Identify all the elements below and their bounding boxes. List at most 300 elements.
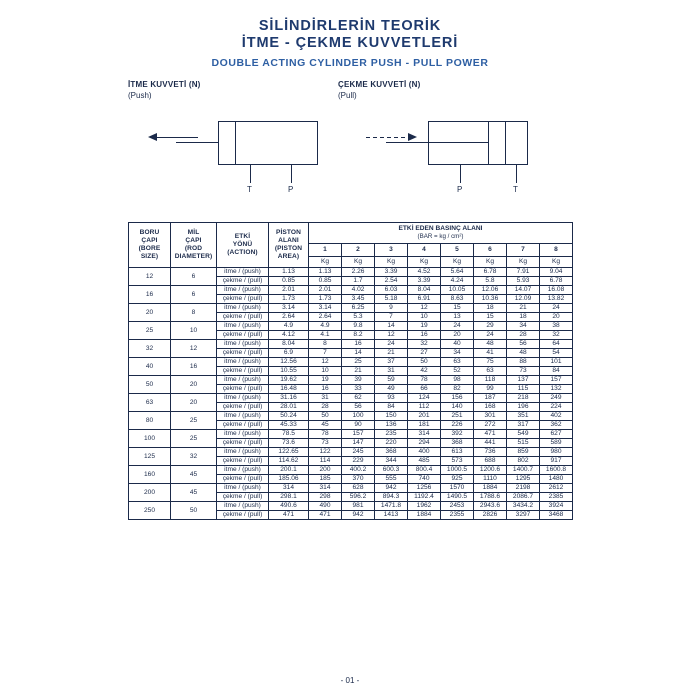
- header-pressure-col-4: 4: [408, 244, 441, 256]
- cell-force-bar-1: 1.13: [309, 268, 342, 277]
- cell-force-bar-2: 245: [342, 448, 375, 457]
- cell-rod-diameter: 12: [171, 340, 217, 358]
- cell-force-bar-8: 84: [540, 367, 573, 376]
- cell-action: itme / (push): [217, 430, 269, 439]
- cell-force-bar-8: 20: [540, 313, 573, 322]
- cell-force-bar-3: 7: [375, 313, 408, 322]
- cell-action: itme / (push): [217, 268, 269, 277]
- push-port-line-p: [291, 165, 292, 183]
- cell-rod-diameter: 45: [171, 484, 217, 502]
- cell-piston-area: 28.01: [269, 403, 309, 412]
- pull-arrow-line: [366, 137, 408, 138]
- push-diagram-caption: İTME KUVVETİ (N): [128, 80, 201, 89]
- cell-force-bar-5: 8.63: [441, 295, 474, 304]
- header-pressure-l1: ETKİ EDEN BASINÇ ALANI: [398, 225, 483, 233]
- cell-force-bar-4: 12: [408, 304, 441, 313]
- cell-force-bar-6: 2826: [474, 511, 507, 520]
- cell-force-bar-6: 48: [474, 340, 507, 349]
- cell-bore-size: 63: [129, 394, 171, 412]
- header-unit-col-5: Kg: [441, 256, 474, 267]
- cell-force-bar-4: 1962: [408, 502, 441, 511]
- header-bore-l3: (BORE: [138, 245, 161, 252]
- cell-force-bar-6: 18: [474, 304, 507, 313]
- push-port-line-t: [250, 165, 251, 183]
- cell-action: itme / (push): [217, 376, 269, 385]
- header-rod-l1: MİL: [187, 229, 200, 236]
- cell-force-bar-4: 181: [408, 421, 441, 430]
- cell-action: çekme / (pull): [217, 511, 269, 520]
- cell-force-bar-3: 1471.8: [375, 502, 408, 511]
- table-row: [129, 376, 573, 385]
- cell-force-bar-7: 115: [507, 385, 540, 394]
- cell-force-bar-2: 3.45: [342, 295, 375, 304]
- cell-force-bar-3: 12: [375, 331, 408, 340]
- cell-force-bar-2: 4.02: [342, 286, 375, 295]
- cell-piston-area: 2.64: [269, 313, 309, 322]
- cell-force-bar-3: 6.03: [375, 286, 408, 295]
- cell-action: çekme / (pull): [217, 439, 269, 448]
- cell-piston-area: 31.16: [269, 394, 309, 403]
- cell-force-bar-1: 73: [309, 439, 342, 448]
- cell-force-bar-4: 1192.4: [408, 493, 441, 502]
- table-row: [129, 268, 573, 277]
- cell-force-bar-5: 34: [441, 349, 474, 358]
- cell-force-bar-8: 9.04: [540, 268, 573, 277]
- pull-label-t: T: [513, 185, 518, 194]
- cell-bore-size: 32: [129, 340, 171, 358]
- cell-force-bar-3: 59: [375, 376, 408, 385]
- cell-force-bar-3: 894.3: [375, 493, 408, 502]
- cell-rod-diameter: 25: [171, 412, 217, 430]
- cell-force-bar-1: 185: [309, 475, 342, 484]
- title-line-2: İTME - ÇEKME KUVVETLERİ: [241, 35, 459, 51]
- header-pressure-col-5: 5: [441, 244, 474, 256]
- cell-force-bar-2: 400.2: [342, 466, 375, 475]
- cell-piston-area: 200.1: [269, 466, 309, 475]
- header-unit-col-6: Kg: [474, 256, 507, 267]
- cell-force-bar-3: 37: [375, 358, 408, 367]
- cell-action: itme / (push): [217, 466, 269, 475]
- cell-force-bar-2: 1.7: [342, 277, 375, 286]
- cell-force-bar-7: 5.93: [507, 277, 540, 286]
- cell-piston-area: 0.85: [269, 277, 309, 286]
- cell-force-bar-2: 157: [342, 430, 375, 439]
- header-action-l3: (ACTION): [227, 249, 258, 256]
- cell-force-bar-3: 5.18: [375, 295, 408, 304]
- cell-force-bar-6: 187: [474, 394, 507, 403]
- cell-rod-diameter: 6: [171, 268, 217, 286]
- cell-force-bar-3: 220: [375, 439, 408, 448]
- cell-rod-diameter: 20: [171, 376, 217, 394]
- cell-action: çekme / (pull): [217, 277, 269, 286]
- cell-force-bar-3: 150: [375, 412, 408, 421]
- cell-force-bar-6: 688: [474, 457, 507, 466]
- push-arrow-line: [156, 137, 198, 138]
- cell-force-bar-4: 485: [408, 457, 441, 466]
- cell-force-bar-6: 1788.6: [474, 493, 507, 502]
- table-row: [129, 412, 573, 421]
- cell-force-bar-2: 229: [342, 457, 375, 466]
- cell-action: çekme / (pull): [217, 403, 269, 412]
- cell-force-bar-2: 62: [342, 394, 375, 403]
- cell-force-bar-3: 84: [375, 403, 408, 412]
- header-unit-col-1: Kg: [309, 256, 342, 267]
- cell-force-bar-7: 351: [507, 412, 540, 421]
- cell-force-bar-5: 24: [441, 322, 474, 331]
- cell-force-bar-1: 200: [309, 466, 342, 475]
- header-pressure-col-3: 3: [375, 244, 408, 256]
- cell-force-bar-8: 38: [540, 322, 573, 331]
- cell-force-bar-6: 471: [474, 430, 507, 439]
- cell-force-bar-7: 73: [507, 367, 540, 376]
- cell-force-bar-6: 736: [474, 448, 507, 457]
- cell-force-bar-7: 317: [507, 421, 540, 430]
- header-unit-col-4: Kg: [408, 256, 441, 267]
- cell-force-bar-4: 314: [408, 430, 441, 439]
- cell-force-bar-7: 12.09: [507, 295, 540, 304]
- cell-force-bar-8: 157: [540, 376, 573, 385]
- page-title: [0, 0, 700, 69]
- cell-rod-diameter: 8: [171, 304, 217, 322]
- cell-force-bar-2: 8.2: [342, 331, 375, 340]
- cell-force-bar-5: 5.64: [441, 268, 474, 277]
- header-pressure-col-7: 7: [507, 244, 540, 256]
- cell-action: çekme / (pull): [217, 385, 269, 394]
- cell-force-bar-7: 1400.7: [507, 466, 540, 475]
- cell-force-bar-2: 2.26: [342, 268, 375, 277]
- cell-piston-area: 4.9: [269, 322, 309, 331]
- cell-force-bar-3: 136: [375, 421, 408, 430]
- cell-force-bar-3: 344: [375, 457, 408, 466]
- cell-action: itme / (push): [217, 358, 269, 367]
- header-unit-col-7: Kg: [507, 256, 540, 267]
- cell-force-bar-7: 28: [507, 331, 540, 340]
- cell-force-bar-8: 101: [540, 358, 573, 367]
- cell-force-bar-1: 8: [309, 340, 342, 349]
- cell-force-bar-8: 362: [540, 421, 573, 430]
- cell-force-bar-4: 201: [408, 412, 441, 421]
- cell-force-bar-7: 7.91: [507, 268, 540, 277]
- spec-table-wrap: [128, 222, 572, 520]
- cell-force-bar-8: 3924: [540, 502, 573, 511]
- cell-force-bar-5: 4.24: [441, 277, 474, 286]
- cell-action: itme / (push): [217, 412, 269, 421]
- cell-force-bar-4: 6.91: [408, 295, 441, 304]
- header-unit-col-2: Kg: [342, 256, 375, 267]
- cell-force-bar-5: 573: [441, 457, 474, 466]
- cell-force-bar-5: 20: [441, 331, 474, 340]
- table-row: [129, 430, 573, 439]
- cell-force-bar-3: 93: [375, 394, 408, 403]
- cell-force-bar-5: 82: [441, 385, 474, 394]
- cell-bore-size: 50: [129, 376, 171, 394]
- cell-force-bar-2: 9.8: [342, 322, 375, 331]
- cell-force-bar-7: 2086.7: [507, 493, 540, 502]
- cell-force-bar-5: 251: [441, 412, 474, 421]
- cell-force-bar-8: 16.08: [540, 286, 573, 295]
- cell-piston-area: 114.62: [269, 457, 309, 466]
- header-action-l2: YÖNÜ: [232, 241, 253, 248]
- pull-barrel: [428, 121, 528, 165]
- cell-force-bar-5: 368: [441, 439, 474, 448]
- cell-force-bar-3: 21: [375, 349, 408, 358]
- cell-force-bar-2: 33: [342, 385, 375, 394]
- cell-force-bar-4: 8.04: [408, 286, 441, 295]
- header-action: [217, 223, 269, 268]
- cell-force-bar-7: 14.07: [507, 286, 540, 295]
- cell-force-bar-6: 441: [474, 439, 507, 448]
- cell-force-bar-6: 168: [474, 403, 507, 412]
- cell-force-bar-1: 28: [309, 403, 342, 412]
- header-action-l1: ETKİ: [234, 233, 251, 240]
- header-unit-col-8: Kg: [540, 256, 573, 267]
- cell-piston-area: 10.55: [269, 367, 309, 376]
- cell-force-bar-3: 24: [375, 340, 408, 349]
- cell-force-bar-8: 2612: [540, 484, 573, 493]
- cell-force-bar-8: 589: [540, 439, 573, 448]
- cell-force-bar-6: 301: [474, 412, 507, 421]
- cell-force-bar-1: 19: [309, 376, 342, 385]
- cell-piston-area: 8.04: [269, 340, 309, 349]
- spec-table: [128, 222, 573, 520]
- cell-force-bar-1: 45: [309, 421, 342, 430]
- header-pressure-col-1: 1: [309, 244, 342, 256]
- cell-force-bar-5: 63: [441, 358, 474, 367]
- cell-force-bar-6: 41: [474, 349, 507, 358]
- cell-force-bar-7: 18: [507, 313, 540, 322]
- cell-piston-area: 3.14: [269, 304, 309, 313]
- cell-force-bar-5: 1570: [441, 484, 474, 493]
- cell-piston-area: 471: [269, 511, 309, 520]
- cell-force-bar-1: 2.01: [309, 286, 342, 295]
- cell-force-bar-2: 100: [342, 412, 375, 421]
- page-number: - 01 -: [340, 676, 360, 685]
- cell-force-bar-7: 859: [507, 448, 540, 457]
- cell-force-bar-7: 88: [507, 358, 540, 367]
- cell-force-bar-4: 1884: [408, 511, 441, 520]
- cell-force-bar-1: 3.14: [309, 304, 342, 313]
- header-bore-l4: SIZE): [140, 253, 159, 260]
- header-pressure-col-8: 8: [540, 244, 573, 256]
- cell-force-bar-8: 402: [540, 412, 573, 421]
- cell-force-bar-5: 1000.5: [441, 466, 474, 475]
- cell-rod-diameter: 16: [171, 358, 217, 376]
- cell-piston-area: 78.5: [269, 430, 309, 439]
- cell-action: çekme / (pull): [217, 493, 269, 502]
- cell-piston-area: 73.6: [269, 439, 309, 448]
- cell-force-bar-3: 555: [375, 475, 408, 484]
- pull-arrow-head: [408, 133, 417, 141]
- cell-force-bar-5: 925: [441, 475, 474, 484]
- cell-action: itme / (push): [217, 394, 269, 403]
- header-piston-l3: (PISTON: [274, 245, 303, 252]
- cell-action: çekme / (pull): [217, 475, 269, 484]
- cell-force-bar-1: 471: [309, 511, 342, 520]
- table-row: [129, 304, 573, 313]
- cell-force-bar-1: 314: [309, 484, 342, 493]
- cell-force-bar-5: 613: [441, 448, 474, 457]
- cell-bore-size: 12: [129, 268, 171, 286]
- cell-force-bar-8: 64: [540, 340, 573, 349]
- cell-force-bar-2: 147: [342, 439, 375, 448]
- header-pressure-col-2: 2: [342, 244, 375, 256]
- cell-force-bar-7: 2198: [507, 484, 540, 493]
- pull-label-p: P: [457, 185, 463, 194]
- cell-force-bar-5: 10.05: [441, 286, 474, 295]
- cell-action: çekme / (pull): [217, 295, 269, 304]
- cell-force-bar-6: 5.8: [474, 277, 507, 286]
- cell-force-bar-4: 800.4: [408, 466, 441, 475]
- table-row: [129, 340, 573, 349]
- header-row-1: [129, 223, 573, 244]
- cell-force-bar-4: 10: [408, 313, 441, 322]
- cell-piston-area: 6.9: [269, 349, 309, 358]
- cell-piston-area: 185.06: [269, 475, 309, 484]
- cell-force-bar-4: 66: [408, 385, 441, 394]
- cell-bore-size: 160: [129, 466, 171, 484]
- cell-bore-size: 25: [129, 322, 171, 340]
- push-diagram-subcaption: (Push): [128, 91, 152, 100]
- cell-force-bar-7: 515: [507, 439, 540, 448]
- pull-diagram-subcaption: (Pull): [338, 91, 357, 100]
- cell-force-bar-4: 16: [408, 331, 441, 340]
- cell-piston-area: 12.56: [269, 358, 309, 367]
- cell-piston-area: 45.33: [269, 421, 309, 430]
- header-pressure-l2: (BAR = kg / cm²): [417, 233, 464, 241]
- cell-rod-diameter: 20: [171, 394, 217, 412]
- cell-force-bar-6: 99: [474, 385, 507, 394]
- push-cylinder-drawing: [128, 107, 358, 194]
- push-rod: [176, 142, 218, 143]
- cell-force-bar-4: 740: [408, 475, 441, 484]
- cell-bore-size: 16: [129, 286, 171, 304]
- cell-force-bar-1: 12: [309, 358, 342, 367]
- cell-piston-area: 4.12: [269, 331, 309, 340]
- cell-force-bar-1: 4.9: [309, 322, 342, 331]
- cell-force-bar-1: 0.85: [309, 277, 342, 286]
- cell-force-bar-8: 917: [540, 457, 573, 466]
- cell-force-bar-5: 2355: [441, 511, 474, 520]
- cell-force-bar-8: 249: [540, 394, 573, 403]
- cell-force-bar-4: 4.52: [408, 268, 441, 277]
- cell-action: çekme / (pull): [217, 421, 269, 430]
- cell-force-bar-7: 21: [507, 304, 540, 313]
- cell-action: itme / (push): [217, 286, 269, 295]
- header-piston-l2: ALANI: [278, 237, 299, 244]
- header-piston-l1: PİSTON: [275, 229, 302, 236]
- cell-rod-diameter: 50: [171, 502, 217, 520]
- cell-force-bar-4: 400: [408, 448, 441, 457]
- cell-force-bar-6: 1110: [474, 475, 507, 484]
- cell-force-bar-8: 1480: [540, 475, 573, 484]
- cell-piston-area: 122.65: [269, 448, 309, 457]
- cell-force-bar-8: 54: [540, 349, 573, 358]
- push-diagram: [128, 79, 358, 194]
- cell-piston-area: 1.13: [269, 268, 309, 277]
- pull-rod: [386, 142, 488, 143]
- cell-force-bar-1: 50: [309, 412, 342, 421]
- header-rod-l3: (ROD: [184, 245, 203, 252]
- cell-force-bar-5: 1490.5: [441, 493, 474, 502]
- cell-bore-size: 200: [129, 484, 171, 502]
- cell-action: çekme / (pull): [217, 457, 269, 466]
- cell-force-bar-5: 13: [441, 313, 474, 322]
- cell-force-bar-5: 226: [441, 421, 474, 430]
- header-unit-col-3: Kg: [375, 256, 408, 267]
- pull-cylinder-drawing: [338, 107, 568, 194]
- cell-force-bar-6: 63: [474, 367, 507, 376]
- cell-force-bar-6: 12.06: [474, 286, 507, 295]
- cell-force-bar-7: 549: [507, 430, 540, 439]
- cell-action: çekme / (pull): [217, 367, 269, 376]
- cell-force-bar-4: 19: [408, 322, 441, 331]
- cell-force-bar-2: 596.2: [342, 493, 375, 502]
- cell-force-bar-3: 600.3: [375, 466, 408, 475]
- cell-force-bar-4: 124: [408, 394, 441, 403]
- cell-force-bar-8: 224: [540, 403, 573, 412]
- cell-piston-area: 50.24: [269, 412, 309, 421]
- cell-force-bar-8: 24: [540, 304, 573, 313]
- cell-force-bar-5: 15: [441, 304, 474, 313]
- cell-force-bar-1: 4.1: [309, 331, 342, 340]
- cell-force-bar-7: 56: [507, 340, 540, 349]
- header-piston-l4: AREA): [277, 253, 300, 260]
- cell-force-bar-1: 122: [309, 448, 342, 457]
- cell-piston-area: 1.73: [269, 295, 309, 304]
- cell-force-bar-2: 628: [342, 484, 375, 493]
- pull-diagram-caption: ÇEKME KUVVETİ (N): [338, 80, 421, 89]
- cell-force-bar-3: 49: [375, 385, 408, 394]
- push-label-t: T: [247, 185, 252, 194]
- push-piston: [218, 121, 236, 165]
- cell-action: itme / (push): [217, 322, 269, 331]
- cell-force-bar-8: 980: [540, 448, 573, 457]
- cell-force-bar-3: 2.54: [375, 277, 408, 286]
- cell-force-bar-2: 942: [342, 511, 375, 520]
- table-body: [129, 268, 573, 520]
- cell-piston-area: 298.1: [269, 493, 309, 502]
- cell-force-bar-2: 25: [342, 358, 375, 367]
- cell-action: itme / (push): [217, 304, 269, 313]
- cell-force-bar-5: 140: [441, 403, 474, 412]
- title-line-3: DOUBLE ACTING CYLINDER PUSH - PULL POWER: [211, 57, 489, 69]
- cell-action: çekme / (pull): [217, 331, 269, 340]
- cell-force-bar-8: 13.82: [540, 295, 573, 304]
- cell-force-bar-5: 156: [441, 394, 474, 403]
- pull-port-line-p: [460, 165, 461, 183]
- header-rod-l4: DIAMETER): [174, 253, 213, 260]
- cell-force-bar-2: 981: [342, 502, 375, 511]
- cell-bore-size: 20: [129, 304, 171, 322]
- cell-force-bar-4: 294: [408, 439, 441, 448]
- cell-rod-diameter: 32: [171, 448, 217, 466]
- cell-force-bar-6: 75: [474, 358, 507, 367]
- cell-force-bar-3: 14: [375, 322, 408, 331]
- cell-force-bar-6: 2943.6: [474, 502, 507, 511]
- cell-force-bar-8: 132: [540, 385, 573, 394]
- cell-force-bar-4: 78: [408, 376, 441, 385]
- cell-force-bar-1: 31: [309, 394, 342, 403]
- cell-force-bar-3: 31: [375, 367, 408, 376]
- table-row: [129, 322, 573, 331]
- cell-rod-diameter: 6: [171, 286, 217, 304]
- header-piston-area: [269, 223, 309, 268]
- cell-force-bar-4: 1256: [408, 484, 441, 493]
- cell-rod-diameter: 10: [171, 322, 217, 340]
- cell-piston-area: 19.62: [269, 376, 309, 385]
- cell-force-bar-2: 16: [342, 340, 375, 349]
- cell-force-bar-2: 56: [342, 403, 375, 412]
